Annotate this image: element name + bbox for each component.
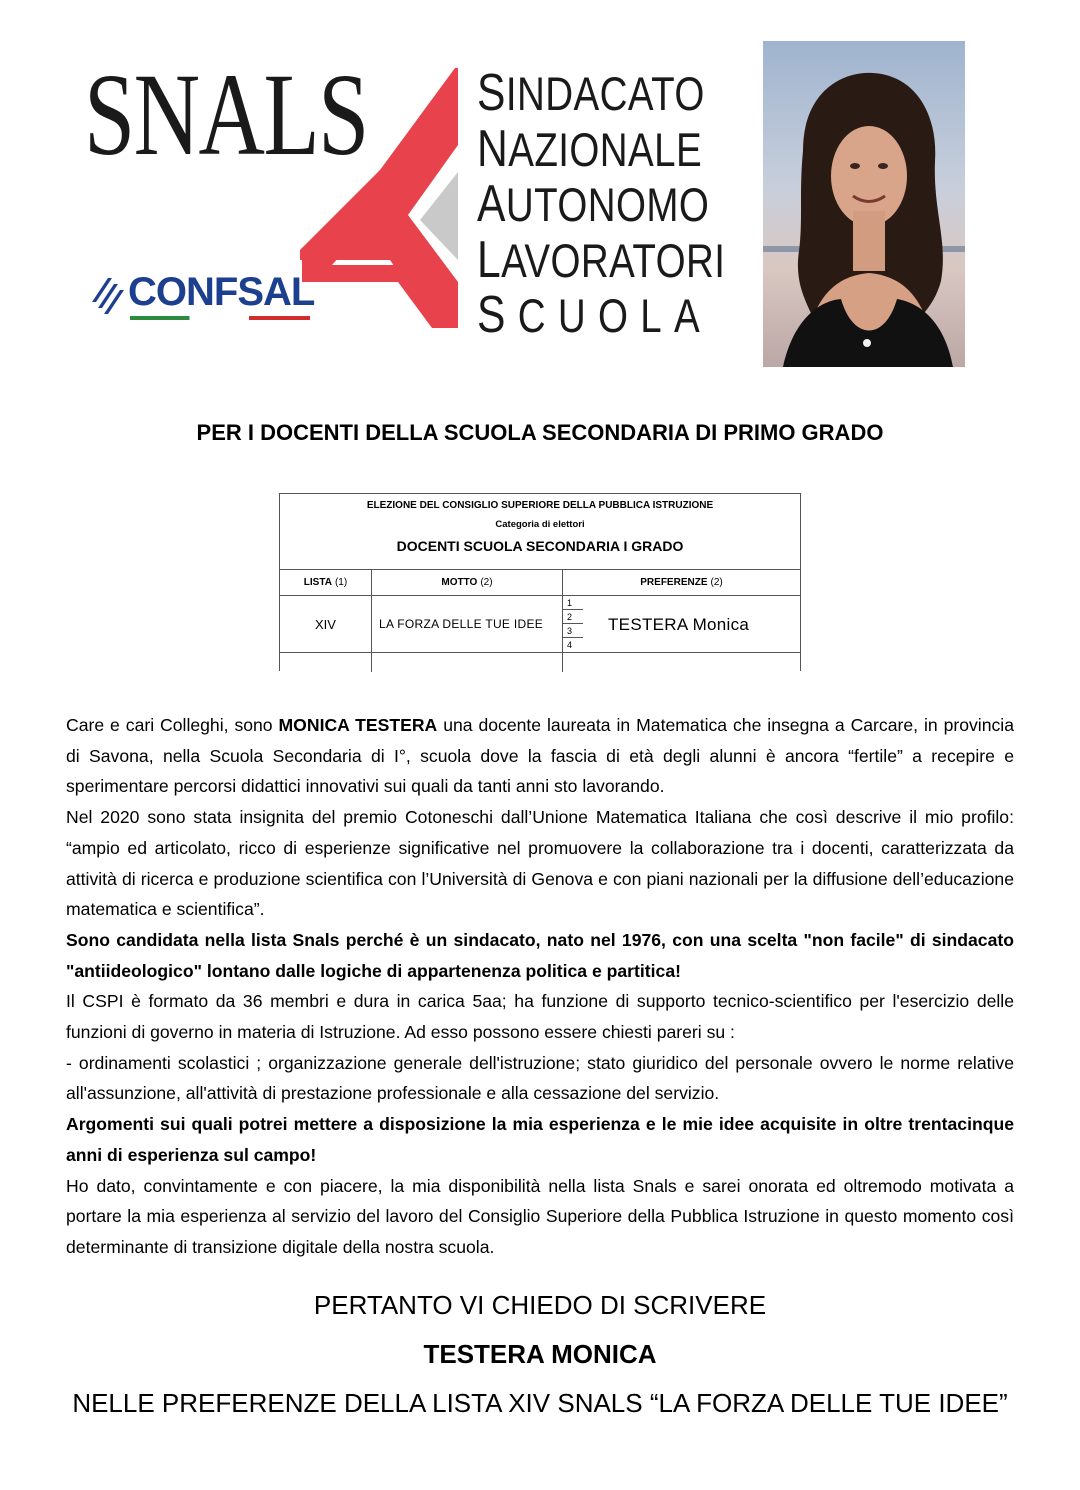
acronym-line-5: SCUOLA: [477, 286, 713, 344]
preference-slot-4: 4: [567, 640, 573, 650]
confsal-logo: [90, 270, 315, 320]
snals-logo: [80, 49, 726, 350]
candidate-name-inline: MONICA TESTERA: [278, 715, 438, 735]
snals-acronym: [477, 66, 780, 344]
letter-body: [66, 710, 1014, 1263]
ballot-header: [280, 494, 800, 570]
candidate-photo: [763, 41, 965, 367]
acronym-line-2: NAZIONALE: [477, 119, 703, 178]
col-header-motto: MOTTO (2): [372, 570, 563, 595]
ballot-category-label: Categoria di elettori: [495, 519, 585, 530]
page-heading: PER I DOCENTI DELLA SCUOLA SECONDARIA DI PRIMO GRADO: [196, 420, 884, 445]
ballot-sample: [279, 493, 801, 671]
ballot-preferenze-cell: [563, 596, 800, 652]
preference-slot-2: 2: [563, 610, 583, 624]
col-header-preferenze: PREFERENZE (2): [640, 577, 723, 588]
preference-slot-1: 1: [563, 596, 583, 610]
paragraph-intro: Care e cari Colleghi, sono MONICA TESTERA una docente laureata in Matematica che insegna a Carcare, in provincia di Savona, nella Scuola Secondaria di I°, scuola dove la fascia di età degli alunni è ancora “fertile” a recepire e sperimentare percorsi didattici innovativi sui quali da tanti anni sto lavorando.: [66, 715, 1014, 797]
empty-cell-1: [280, 653, 372, 672]
acronym-line-4: LAVORATORI: [477, 230, 726, 289]
ballot-lista-value: XIV: [280, 596, 372, 652]
col-header-lista: LISTA (1): [280, 570, 372, 595]
snals-wordmark: SNALS: [84, 49, 368, 180]
ballot-category: DOCENTI SCUOLA SECONDARIA I GRADO: [396, 538, 684, 554]
acronym-line-1: SINDACATO: [477, 64, 705, 122]
candidate-photo-graphic: [763, 41, 965, 367]
empty-cell-2: [372, 653, 563, 672]
paragraph-candidacy: Sono candidata nella lista Snals perché è un sindacato, nato nel 1976, con una scelta "non facile" di sindacato "antiideologico" lontano dalle logiche di appartenenza politica e partitica!: [66, 929, 1014, 981]
preference-slots: [563, 596, 583, 652]
paragraph-award: Nel 2020 sono stata insignita del premio Cotoneschi dall’Unione Matematica Italiana che così descrive il mio profilo: “ampio ed articolato, ricco di esperienze significative nel promuovere la collaborazione tra i docenti, caratterizzata da attività di ricerca e produzione scientifica con l’Università di Genova e con piani nazionali per la diffusione dell’educazione matematica e scientifica”.: [66, 807, 1014, 920]
empty-cell-3: [563, 653, 800, 672]
ballot-row: [280, 596, 800, 653]
ballot-column-headers: [280, 570, 800, 596]
paragraph-availability: Ho dato, convintamente e con piacere, la mia disponibilità nella lista Snals e sarei onorata ed oltremodo motivata a portare la mia esperienza al servizio del lavoro del Consiglio Superiore della Pubblica Istruzione in questo momento così determinante di transizione digitale della nostra scuola.: [66, 1175, 1014, 1257]
paragraph-topics: - ordinamenti scolastici ; organizzazione generale dell'istruzione; stato giuridico del personale ovvero le norme relative all'assunzione, all'attività di prestazione professionale e alla cessazione del servizio.: [66, 1052, 1014, 1104]
closing-candidate-name: TESTERA MONICA: [423, 1339, 657, 1369]
ballot-candidate-name: TESTERA Monica: [608, 615, 750, 634]
closing-line-3: NELLE PREFERENZE DELLA LISTA XIV SNALS “LA FORZA DELLE TUE IDEE”: [72, 1388, 1008, 1418]
paragraph-cspi: Il CSPI è formato da 36 membri e dura in carica 5aa; ha funzione di supporto tecnico-scientifico per l'esercizio delle funzioni di governo in materia di Istruzione. Ad esso possono essere chiesti pareri su :: [66, 991, 1014, 1043]
preference-slot-3: 3: [563, 624, 583, 638]
closing-line-1: PERTANTO VI CHIEDO DI SCRIVERE: [313, 1290, 767, 1320]
ballot-empty-row: [280, 653, 800, 672]
acronym-line-3: AUTONOMO: [477, 175, 710, 233]
confsal-stripes-icon: [90, 272, 126, 316]
confsal-wordmark: CONFSAL: [128, 270, 315, 314]
paragraph-experience: Argomenti sui quali potrei mettere a disposizione la mia esperienza e le mie idee acquisite in oltre trentacinque anni di esperienza sul campo!: [66, 1114, 1014, 1165]
ballot-title: ELEZIONE DEL CONSIGLIO SUPERIORE DELLA PUBBLICA ISTRUZIONE: [366, 500, 714, 511]
italian-flag-stripe: [130, 316, 310, 320]
ballot-motto-value: LA FORZA DELLE TUE IDEE: [372, 596, 563, 652]
